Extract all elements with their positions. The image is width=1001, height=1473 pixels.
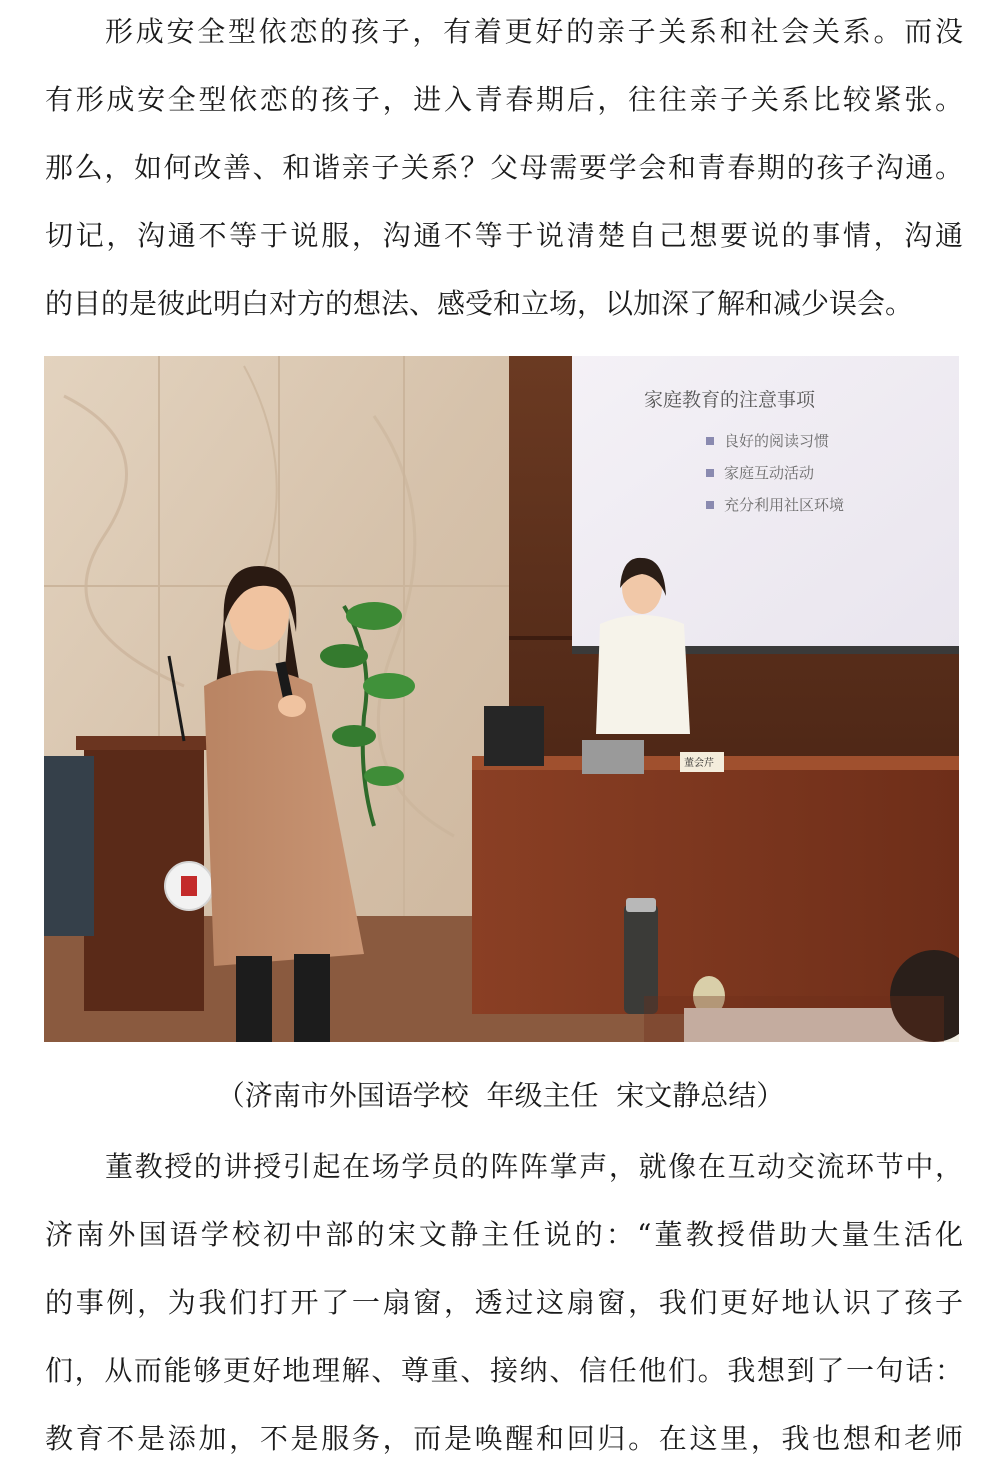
- text-line: 董教授的讲授引起在场学员的阵阵掌声，就像在互动交流环节中，: [105, 1150, 963, 1183]
- slide-bullet: 充分利用社区环境: [724, 496, 845, 514]
- text-line: 有形成安全型依恋的孩子，进入青春期后，往往亲子关系比较紧张。: [45, 83, 963, 116]
- text-line: 济南外国语学校初中部的宋文静主任说的：“董教授借助大量生活化: [45, 1218, 963, 1251]
- nameplate-text: 董会芹: [684, 758, 714, 769]
- photo-caption: （济南市外国语学校 年级主任 宋文静总结）: [216, 1079, 785, 1112]
- text-line: 们，从而能够更好地理解、尊重、接纳、信任他们。我想到了一句话：: [45, 1354, 963, 1387]
- text-line: 形成安全型依恋的孩子，有着更好的亲子关系和社会关系。而没: [105, 15, 963, 48]
- text-line: 切记，沟通不等于说服，沟通不等于说清楚自己想要说的事情，沟通: [45, 219, 963, 252]
- paragraph-1: [45, 0, 963, 338]
- text-line: 的事例，为我们打开了一扇窗，透过这扇窗，我们更好地认识了孩子: [45, 1286, 963, 1319]
- lecture-photo-drawing: [44, 356, 959, 1042]
- paragraph-2: [45, 1133, 963, 1473]
- text-line: 的目的是彼此明白对方的想法、感受和立场，以加深了解和减少误会。: [45, 287, 914, 320]
- slide-bullet: 家庭互动活动: [724, 464, 815, 482]
- text-line: 那么，如何改善、和谐亲子关系？父母需要学会和青春期的孩子沟通。: [45, 151, 963, 184]
- text-line: 教育不是添加，不是服务，而是唤醒和回归。在这里，我也想和老师: [45, 1422, 963, 1455]
- slide-bullet: 良好的阅读习惯: [724, 432, 830, 450]
- slide-title: 家庭教育的注意事项: [644, 389, 816, 411]
- lecture-photo: [44, 356, 959, 1042]
